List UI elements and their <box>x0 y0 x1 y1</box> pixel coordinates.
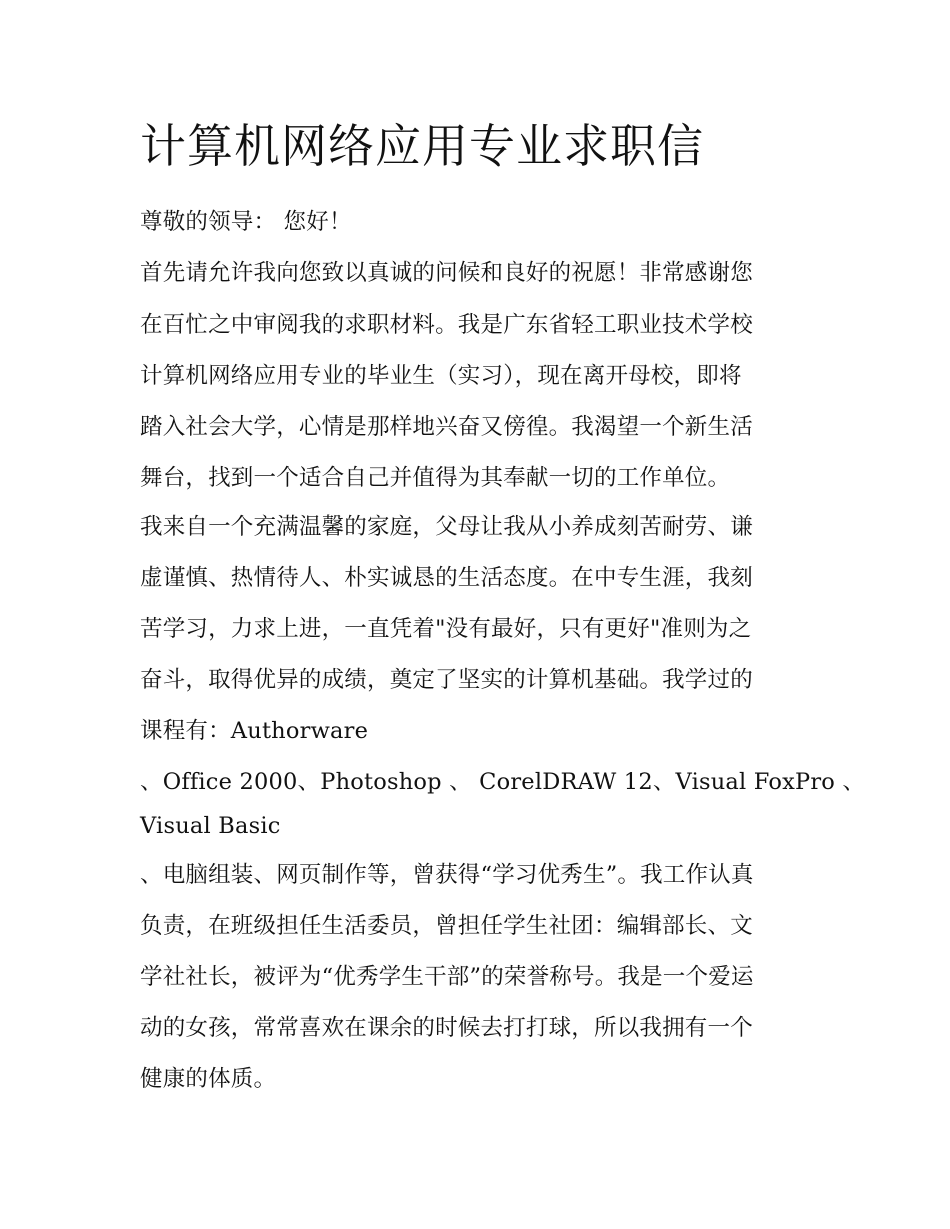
body-line: 舞台，找到一个适合自己并值得为其奉献一切的工作单位。 <box>140 465 731 491</box>
body-line: 动的女孩，常常喜欢在课余的时候去打打球，所以我拥有一个 <box>140 1015 753 1041</box>
body-line: 踏入社会大学，心情是那样地兴奋又傍徨。我渴望一个新生活 <box>140 414 753 440</box>
body-line: 课程有：Authorware <box>140 718 369 744</box>
body-line: 计算机网络应用专业的毕业生（实习），现在离开母校，即将 <box>140 363 742 389</box>
body-line: 、电脑组装、网页制作等，曾获得“学习优秀生”。我工作认真 <box>140 862 754 888</box>
body-line: 奋斗，取得优异的成绩，奠定了坚实的计算机基础。我学过的 <box>140 667 753 693</box>
body-line: 首先请允许我向您致以真诚的问候和良好的祝愿！非常感谢您 <box>140 260 753 286</box>
body-line: 、Office 2000、Photoshop 、 CorelDRAW 12、Visual FoxPro 、 <box>140 769 866 795</box>
document-title: 计算机网络应用专业求职信 <box>140 119 704 173</box>
body-line: 健康的体质。 <box>140 1066 277 1092</box>
body-line: 我来自一个充满温馨的家庭，父母让我从小养成刻苦耐劳、谦 <box>140 514 753 540</box>
body-line: 虚谨慎、热情待人、朴实诚恳的生活态度。在中专生涯，我刻 <box>140 565 753 591</box>
body-line: 负责，在班级担任生活委员，曾担任学生社团：编辑部长、文 <box>140 913 753 939</box>
body-line: Visual Basic <box>140 813 281 839</box>
salutation-line: 尊敬的领导： 您好！ <box>140 209 352 235</box>
body-line: 学社社长，被评为“优秀学生干部”的荣誉称号。我是一个爱运 <box>140 964 754 990</box>
body-line: 苦学习，力求上进，一直凭着"没有最好，只有更好"准则为之 <box>140 616 752 642</box>
body-line: 在百忙之中审阅我的求职材料。我是广东省轻工职业技术学校 <box>140 312 753 338</box>
